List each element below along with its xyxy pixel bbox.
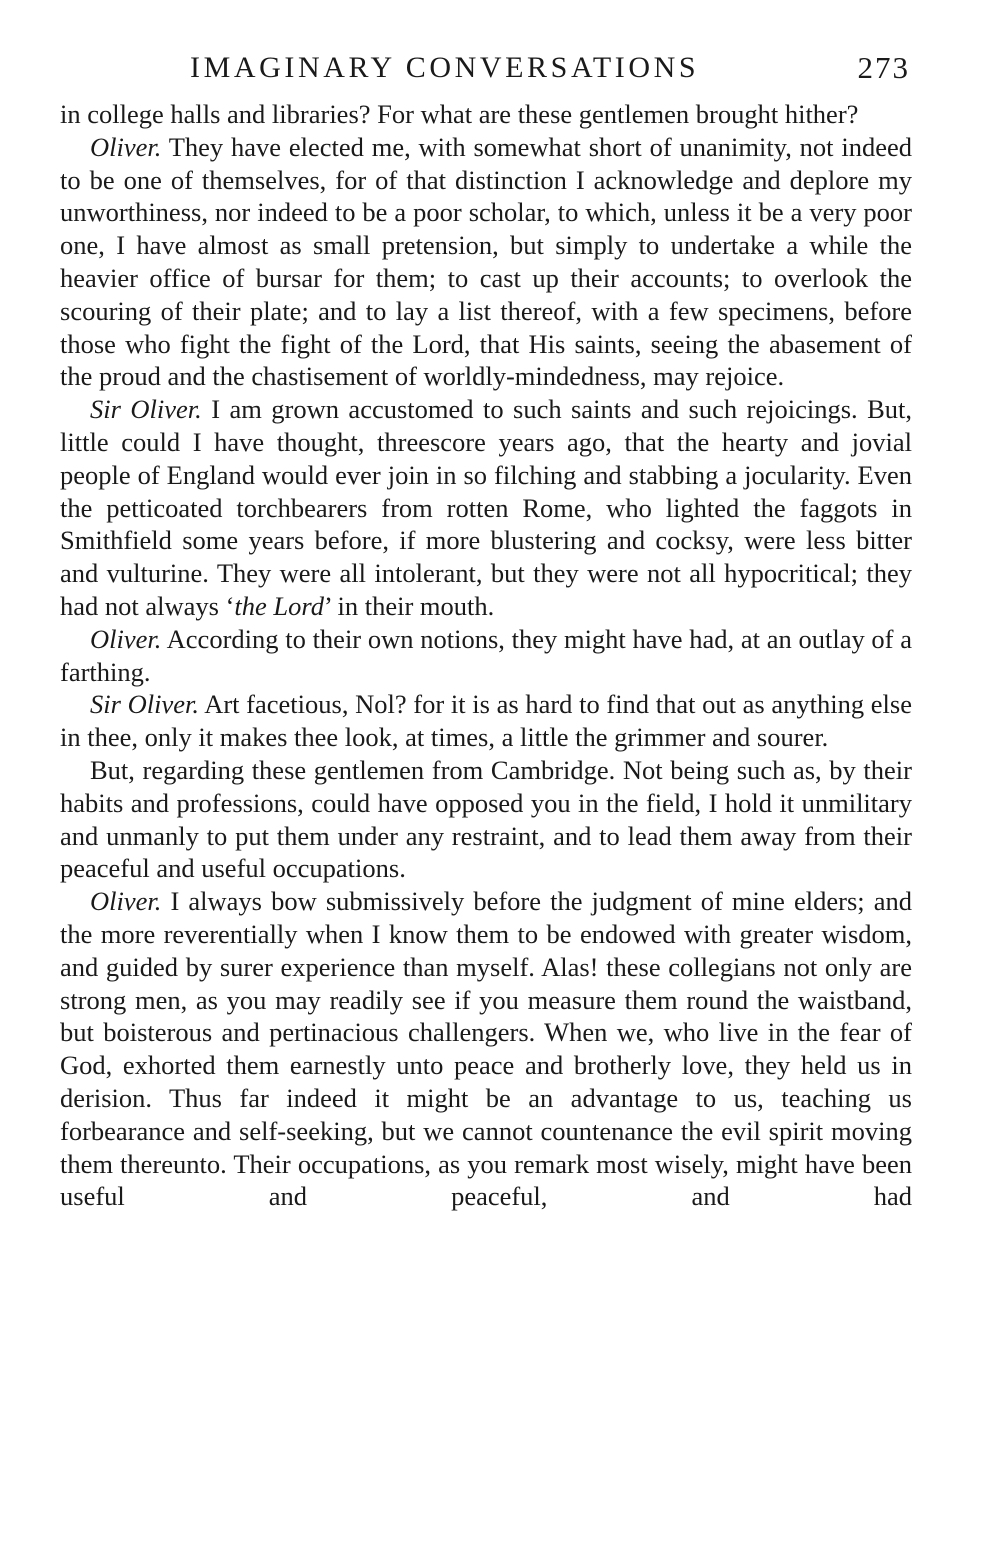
speech-text-end: ’ in their mouth.: [324, 590, 495, 621]
speech-text: I am grown accustomed to such saints and such rejoicings. But, little could I have thought, threescore years ago, that the hearty and jovial people of England would ever join in so filching and stabbing a jocularity. Even the petticoated torchbearers from rotten Rome, who lighted the faggots in Smithfield some years before, if more blustering and cocksy, were less bitter and vulturine. They were all intolerant, but they were not all hypocritical; they had not always ‘: [60, 394, 913, 621]
body-text: [60, 98, 912, 1213]
speaker-label: Oliver.: [90, 886, 162, 917]
speaker-label: Sir Oliver.: [90, 394, 202, 425]
speech-text: According to their own notions, they might have had, at an outlay of a farthing.: [60, 623, 912, 687]
speech-text: They have elected me, with somewhat short of unanimity, not indeed to be one of themselves, for of that distinction I acknowledge and deplore my unworthiness, nor indeed to be a poor scholar, to which, unless it be a very poor one, I have almost as small pretension, but simply to undertake a while the heavier office of bursar for them; to cast up their accounts; to overlook the scouring of their plate; and to lay a list thereof, with a few specimens, before those who fight the fight of the Lord, that His saints, seeing the abasement of the proud and the chastisement of worldly-mindedness, may rejoice.: [60, 131, 912, 392]
paragraph-oliver-2: [60, 623, 912, 689]
speaker-label: Oliver.: [90, 623, 162, 654]
paragraph-sir-oliver-2: [60, 688, 912, 754]
speaker-label: Oliver.: [90, 131, 162, 162]
book-page: [60, 44, 912, 1213]
paragraph-sir-oliver-3: But, regarding these gentlemen from Cambridge. Not being such as, by their habits and professions, could have opposed you in the field, I hold it unmilitary and unmanly to put them under any restraint, and to lead them away from their peaceful and useful occupations.: [60, 754, 912, 884]
paragraph-oliver-3: [60, 885, 912, 1213]
speech-text: Art facetious, Nol? for it is as hard to find that out as anything else in thee, only it makes thee look, at times, a little the grimmer and sourer.: [60, 689, 912, 753]
paragraph-continuation: in college halls and libraries? For what are these gentlemen brought hither?: [60, 99, 859, 129]
running-head: [60, 44, 912, 92]
italic-emphasis: the Lord: [234, 590, 324, 621]
speech-text: I always bow submissively before the judgment of mine elders; and the more reverentially when I know them to be endowed with greater wisdom, and guided by surer experience than myself. Alas! these collegians not only are strong men, as you may readily see if you measure them round the waistband, but boisterous and pertinacious challengers. When we, who live in the fear of God, exhorted them earnestly unto peace and brotherly love, they held us in derision. Thus far indeed it might be an advantage to us, teaching us forbearance and self-seeking, but we cannot countenance the evil spirit moving them thereunto. Their occupations, as you remark most wisely, might have been useful and peaceful, and had: [60, 886, 912, 1212]
paragraph-sir-oliver-1: [60, 393, 912, 623]
page-number: 273: [857, 50, 910, 85]
paragraph-oliver-1: [60, 131, 912, 393]
running-title: IMAGINARY CONVERSATIONS: [190, 51, 700, 84]
speaker-label: Sir Oliver.: [90, 689, 199, 720]
